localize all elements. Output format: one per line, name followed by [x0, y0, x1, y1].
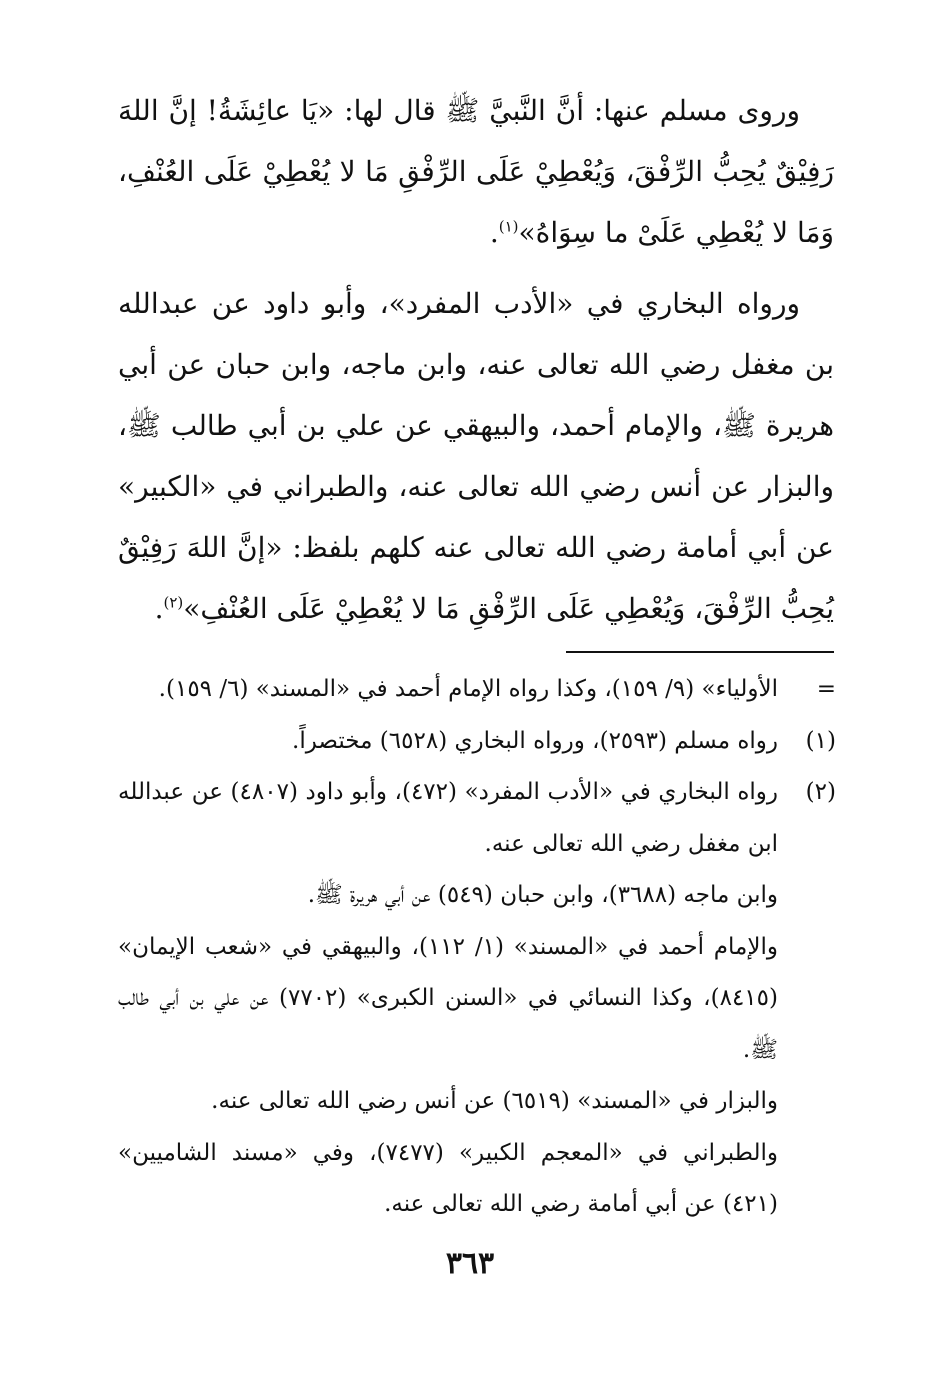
footnote-divider: [566, 651, 834, 653]
page-number: ٣٦٣: [445, 1246, 495, 1281]
main-paragraph-1: [118, 80, 834, 263]
footnote-continuation-marker: =: [816, 676, 836, 702]
footnote-2-line: وابن ماجه (٣٦٨٨)، وابن حبان (٥٤٩) عن أبي هريرة ﷺ.: [307, 882, 778, 908]
footnote-continuation-text: الأولياء» (٩/ ١٥٩)، وكذا رواه الإمام أحمد في «المسند» (٦/ ١٥٩).: [158, 676, 778, 702]
footnote-2-line: والطبراني في «المعجم الكبير» (٧٤٧٧)، وفي «مسند الشاميين» (٤٢١) عن أبي أمامة رضي الله تعالى عنه.: [118, 1139, 779, 1217]
main-text: [118, 80, 834, 639]
footnote-2-line: رواه البخاري في «الأدب المفرد» (٤٧٢)، وأبو داود (٤٨٠٧) عن عبدالله ابن مغفل رضي الله تعالى عنه.: [118, 779, 778, 857]
main-paragraph-2-end: .: [154, 592, 164, 625]
main-paragraph-1-text: وروى مسلم عنها: أنَّ النَّبيَّ ﷺ قال لها: «يَا عائِشَةُ! إنَّ اللهَ رَفِيْقٌ يُحِبُّ الرِّفْقَ، وَيُعْطِيْ عَلَى الرِّفْقِ مَا لا يُعْطِيْ عَلَى العُنْفِ، وَمَا لا يُعْطِي عَلَىْ ما سِوَاهُ»: [118, 94, 834, 249]
footnotes: [118, 664, 836, 1231]
footnote-2-line: والبزار في «المسند» (٦٥١٩) عن أنس رضي الله تعالى عنه.: [211, 1088, 778, 1114]
footnote-1-marker: (١): [805, 727, 836, 754]
main-paragraph-2: [118, 273, 834, 639]
footnote-2-body: [118, 767, 778, 1231]
main-paragraph-2-text: ورواه البخاري في «الأدب المفرد»، وأبو داود عن عبدالله بن مغفل رضي الله تعالى عنه، وابن ماجه، وابن حبان عن أبي هريرة ﷺ، والإمام أحمد، والبيهقي عن علي بن أبي طالب ﷺ، والبزار عن أنس رضي الله تعالى عنه، والطبراني في «الكبير» عن أبي أمامة رضي الله تعالى عنه كلهم بلفظ: «إنَّ اللهَ رَفِيْقٌ يُحِبُّ الرِّفْقَ، وَيُعْطِي عَلَى الرِّفْقِ مَا لا يُعْطِيْ عَلَى العُنْفِ»: [118, 287, 834, 625]
footnote-continuation: [118, 664, 836, 716]
footnote-ref-2: (٢): [163, 593, 184, 612]
footnote-ref-1: (١): [498, 217, 519, 236]
main-paragraph-1-end: .: [489, 216, 499, 249]
footnote-1-text: رواه مسلم (٢٥٩٣)، ورواه البخاري (٦٥٢٨) مختصراً.: [292, 727, 778, 754]
footnote-2: [118, 767, 836, 1231]
footnote-1: [118, 716, 836, 768]
footnote-2-marker: (٢): [805, 779, 836, 805]
footnote-2-line: والإمام أحمد في «المسند» (١/ ١١٢)، والبيهقي في «شعب الإيمان» (٨٤١٥)، وكذا النسائي في «السنن الكبرى» (٧٧٠٢) عن علي بن أبي طالب ﷺ.: [118, 933, 778, 1063]
